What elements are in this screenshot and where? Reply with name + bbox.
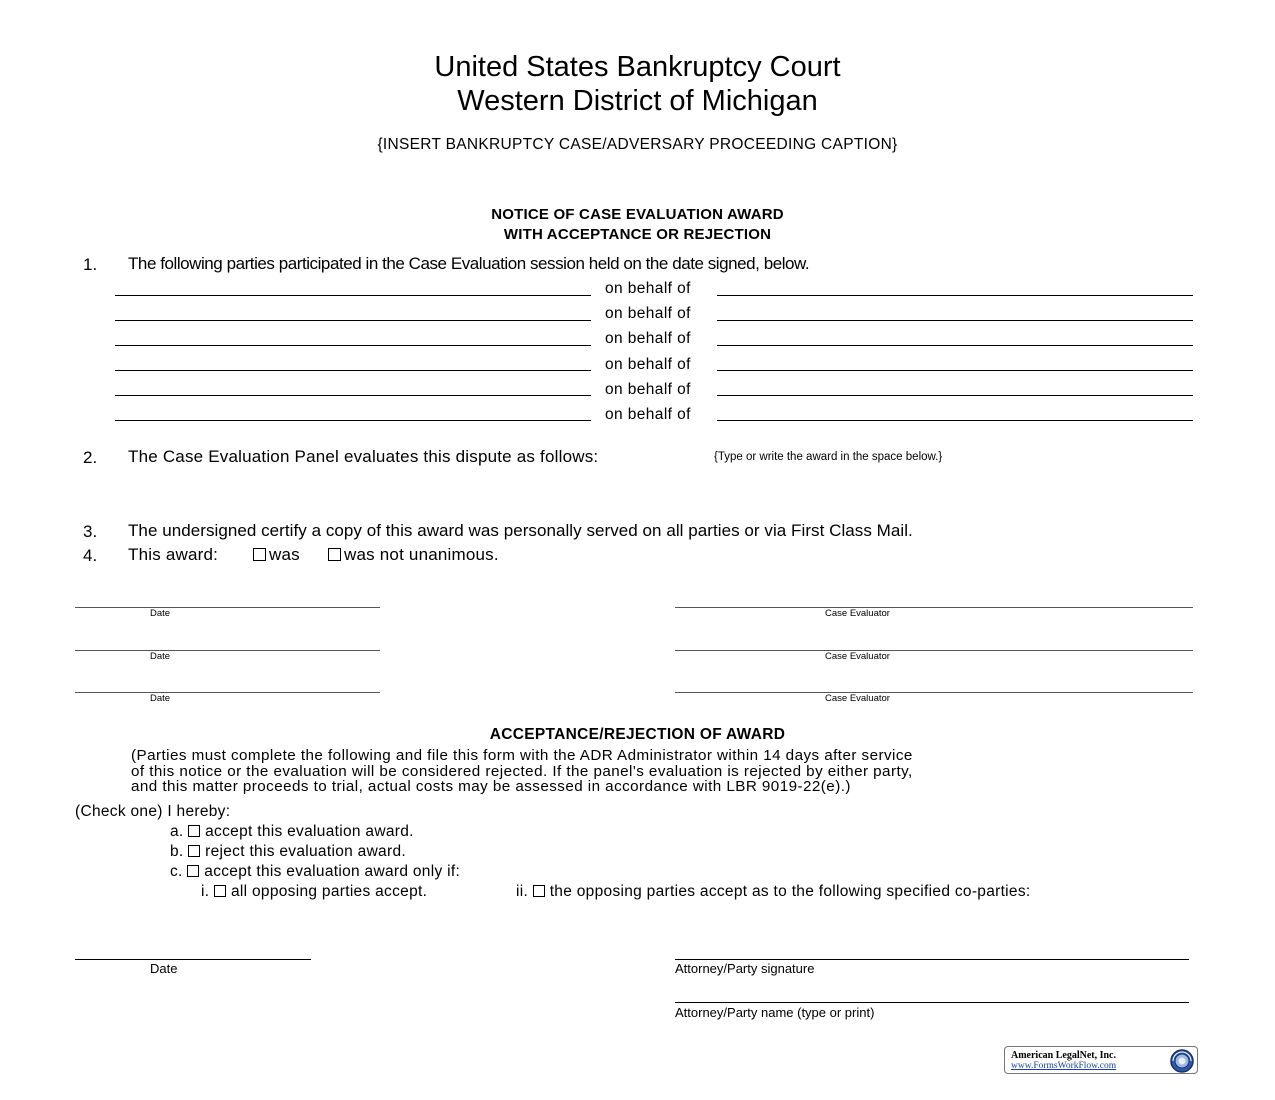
acceptance-instructions-line2: of this notice or the evaluation will be considered rejected. If the panel's evaluation is rejected by either party, <box>131 763 913 780</box>
date-signature-line[interactable] <box>75 650 380 651</box>
option-c-i-text: all opposing parties accept. <box>230 883 428 900</box>
option-c-label: accept this evaluation award only if: <box>204 863 461 880</box>
notice-title-line1: NOTICE OF CASE EVALUATION AWARD <box>491 206 784 223</box>
attorney-signature-line[interactable] <box>675 959 1189 960</box>
option-c-ii-checkbox[interactable] <box>533 885 545 897</box>
final-date-line[interactable] <box>75 959 311 960</box>
represented-party-field[interactable] <box>717 370 1193 371</box>
logo-company-name: American LegalNet, Inc. <box>1011 1050 1116 1061</box>
party-name-field[interactable] <box>115 345 591 346</box>
represented-party-field[interactable] <box>717 345 1193 346</box>
case-evaluator-label: Case Evaluator <box>825 608 890 619</box>
date-label: Date <box>150 693 171 704</box>
logo-website-link[interactable]: www.FormsWorkFlow.com <box>1011 1061 1117 1071</box>
party-name-field[interactable] <box>115 395 591 396</box>
case-evaluator-label: Case Evaluator <box>825 651 890 662</box>
unanimous-was-option[interactable] <box>253 545 300 565</box>
date-label: Date <box>150 608 171 619</box>
award-entry-hint: {Type or write the award in the space below.} <box>714 451 943 463</box>
option-b-checkbox[interactable] <box>188 845 200 857</box>
option-c-ii-label: ii. <box>516 883 529 900</box>
unanimous-was-not-option[interactable] <box>328 545 499 565</box>
option-b[interactable] <box>170 843 406 861</box>
on-behalf-of-label: on behalf of <box>605 406 691 423</box>
notice-title-line2: WITH ACCEPTANCE OR REJECTION <box>503 226 772 243</box>
case-evaluator-signature-line[interactable] <box>675 692 1193 693</box>
item-4-label: This award: <box>128 545 219 564</box>
on-behalf-of-label: on behalf of <box>605 356 691 373</box>
option-a-letter: a. <box>170 823 184 840</box>
party-name-field[interactable] <box>115 420 591 421</box>
option-a[interactable] <box>170 823 414 841</box>
date-signature-line[interactable] <box>75 692 380 693</box>
final-date-label: Date <box>150 961 178 976</box>
option-c[interactable] <box>170 863 460 881</box>
option-c-i-checkbox[interactable] <box>214 885 226 897</box>
date-signature-line[interactable] <box>75 607 380 608</box>
was-label: was <box>269 545 300 564</box>
court-name-line2: Western District of Michigan <box>457 85 818 117</box>
party-name-field[interactable] <box>115 320 591 321</box>
party-name-field[interactable] <box>115 370 591 371</box>
option-c-i[interactable] <box>201 883 427 901</box>
option-b-label: reject this evaluation award. <box>205 843 406 860</box>
date-label: Date <box>150 651 171 662</box>
item-2-number: 2. <box>83 448 98 467</box>
represented-party-field[interactable] <box>717 320 1193 321</box>
court-name-line1: United States Bankruptcy Court <box>434 51 841 83</box>
case-evaluator-signature-line[interactable] <box>675 607 1193 608</box>
case-caption-placeholder: {INSERT BANKRUPTCY CASE/ADVERSARY PROCEEDING CAPTION} <box>377 136 898 153</box>
american-legalnet-logo[interactable] <box>1004 1046 1198 1074</box>
on-behalf-of-label: on behalf of <box>605 330 691 347</box>
case-evaluator-signature-line[interactable] <box>675 650 1193 651</box>
attorney-name-line[interactable] <box>675 1002 1189 1003</box>
option-c-checkbox[interactable] <box>187 865 199 877</box>
acceptance-section-title: ACCEPTANCE/REJECTION OF AWARD <box>489 726 786 743</box>
option-b-letter: b. <box>170 843 184 860</box>
acceptance-instructions-line1: (Parties must complete the following and file this form with the ADR Administrator within 14 days after service <box>131 747 913 764</box>
item-2-text: The Case Evaluation Panel evaluates this dispute as follows: <box>128 447 599 466</box>
check-one-label: (Check one) I hereby: <box>75 803 231 820</box>
on-behalf-of-label: on behalf of <box>605 280 691 297</box>
represented-party-field[interactable] <box>717 420 1193 421</box>
globe-icon <box>1169 1048 1195 1074</box>
was-not-checkbox[interactable] <box>328 548 341 561</box>
party-name-field[interactable] <box>115 295 591 296</box>
item-1-number: 1. <box>83 255 98 274</box>
on-behalf-of-label: on behalf of <box>605 305 691 322</box>
item-1-text: The following parties participated in the Case Evaluation session held on the date signed, below. <box>128 254 810 273</box>
was-not-label: was not unanimous. <box>344 545 499 564</box>
option-c-ii[interactable] <box>516 883 1031 901</box>
represented-party-field[interactable] <box>717 395 1193 396</box>
attorney-signature-label: Attorney/Party signature <box>675 961 815 976</box>
item-3-text: The undersigned certify a copy of this award was personally served on all parties or via First Class Mail. <box>128 521 913 540</box>
award-entry-area[interactable] <box>128 472 1193 516</box>
option-c-ii-text: the opposing parties accept as to the following specified co-parties: <box>549 883 1031 900</box>
item-4-number: 4. <box>83 546 98 565</box>
option-c-letter: c. <box>170 863 183 880</box>
option-a-checkbox[interactable] <box>188 825 200 837</box>
attorney-name-label: Attorney/Party name (type or print) <box>675 1005 875 1020</box>
represented-party-field[interactable] <box>717 295 1193 296</box>
case-evaluator-label: Case Evaluator <box>825 693 890 704</box>
acceptance-instructions-line3: and this matter proceeds to trial, actual costs may be assessed in accordance with LBR 9019-22(e).) <box>131 778 851 795</box>
option-a-label: accept this evaluation award. <box>205 823 414 840</box>
item-3-number: 3. <box>83 522 98 541</box>
option-c-i-label: i. <box>201 883 210 900</box>
was-checkbox[interactable] <box>253 548 266 561</box>
on-behalf-of-label: on behalf of <box>605 381 691 398</box>
